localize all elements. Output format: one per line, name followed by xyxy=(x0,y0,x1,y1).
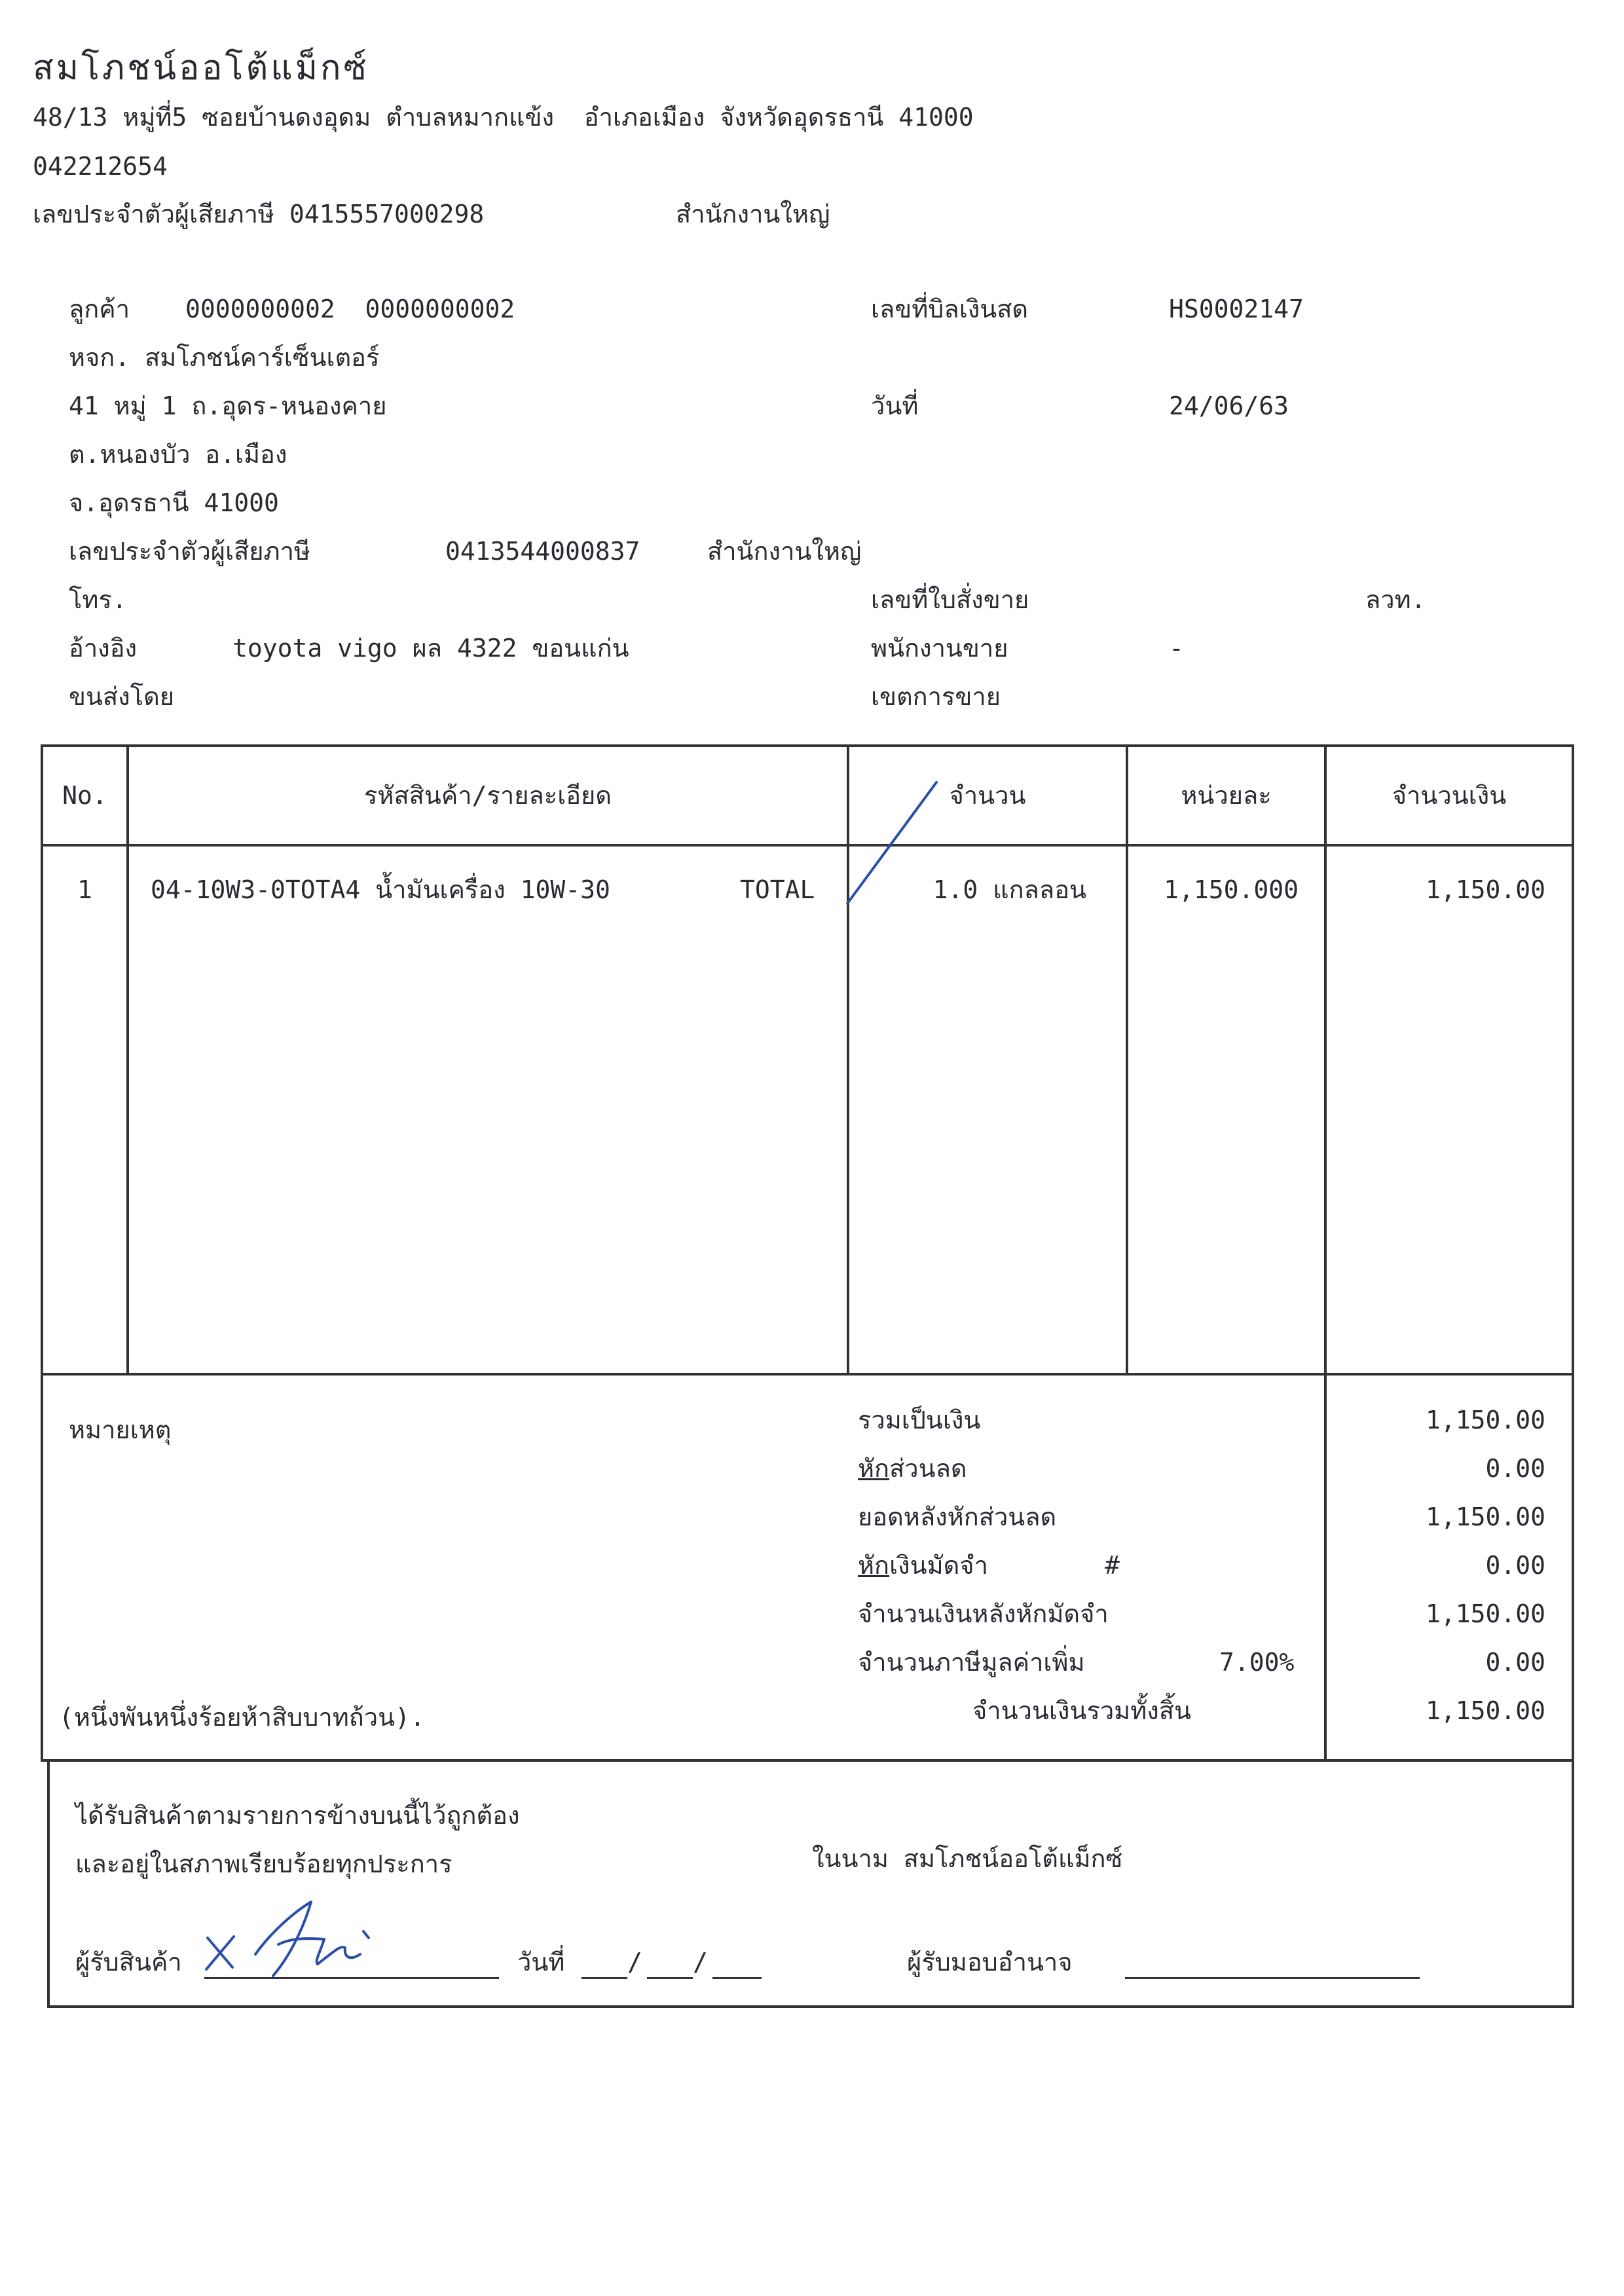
date-separator: / xyxy=(693,1948,708,1977)
shipping-label: ขนส่งโดย xyxy=(69,682,175,711)
reference-label: อ้างอิง xyxy=(69,634,138,663)
receiver-label: ผู้รับสินค้า xyxy=(75,1948,182,1977)
seller-tax-id: เลขประจำตัวผู้เสียภาษี 0415557000298 xyxy=(33,200,485,228)
receive-date-label: วันที่ xyxy=(517,1948,565,1977)
authorized-signature-line xyxy=(1125,1977,1420,1979)
row-amount: 1,150.00 xyxy=(1425,875,1545,904)
after-discount-label: ยอดหลังหักส่วนลด xyxy=(858,1503,1057,1531)
row-quantity: 1.0 แกลลอน xyxy=(932,875,1086,904)
customer-tax-label: เลขประจำตัวผู้เสียภาษี xyxy=(69,537,310,566)
deposit-hash: # xyxy=(1105,1551,1120,1580)
customer-address-1: 41 หมู่ 1 ถ.อุดร-หนองคาย xyxy=(69,392,387,420)
row-brand: TOTAL xyxy=(740,875,815,904)
receive-date-day xyxy=(581,1977,627,1979)
grand-total-label: จำนวนเงินรวมทั้งสิ้น xyxy=(972,1696,1191,1725)
row-unit-price: 1,150.000 xyxy=(1164,875,1299,904)
customer-tax-id: 0413544000837 xyxy=(445,537,640,566)
pen-check-mark xyxy=(845,776,950,907)
customer-label: ลูกค้า xyxy=(69,295,130,323)
bill-number: HS0002147 xyxy=(1169,295,1304,323)
header-quantity: จำนวน xyxy=(949,781,1026,810)
row-description: 04-10W3-0TOTA4 น้ำมันเครื่อง 10W-30 xyxy=(151,875,610,904)
sales-area-label: เขตการขาย xyxy=(871,682,1001,711)
authorized-label: ผู้รับมอบอำนาจ xyxy=(907,1948,1073,1977)
grand-total-value: 1,150.00 xyxy=(1425,1696,1545,1725)
sales-order-label: เลขที่ใบสั่งขาย xyxy=(871,585,1029,614)
document-date: 24/06/63 xyxy=(1169,392,1289,420)
header-unit-price: หน่วยละ xyxy=(1181,781,1272,810)
after-discount-value: 1,150.00 xyxy=(1425,1503,1545,1531)
customer-address-3: จ.อุดรธานี 41000 xyxy=(69,488,279,517)
on-behalf-of: ในนาม สมโภชน์ออโต้แม็กซ์ xyxy=(812,1844,1123,1873)
row-no: 1 xyxy=(77,875,92,904)
customer-branch: สำนักงานใหญ่ xyxy=(707,537,862,566)
seller-phone: 042212654 xyxy=(33,152,168,181)
discount-value: 0.00 xyxy=(1485,1454,1545,1483)
header-amount: จำนวนเงิน xyxy=(1392,781,1507,810)
deposit-label: หักเงินมัดจำ xyxy=(858,1551,988,1580)
seller-address: 48/13 หมู่ที่5 ซอยบ้านดงอุดม ตำบลหมากแข้ง อำเภอเมือง จังหวัดอุดรธานี 41000 xyxy=(33,103,974,132)
vat-label: จำนวนภาษีมูลค่าเพิ่ม xyxy=(858,1648,1085,1677)
table-header-divider xyxy=(41,844,1574,847)
total-value: 1,150.00 xyxy=(1425,1406,1545,1434)
salesperson-value: - xyxy=(1169,634,1184,663)
amount-in-words: (หนึ่งพันหนึ่งร้อยห้าสิบบาทถ้วน). xyxy=(59,1703,425,1732)
customer-name: หจก. สมโภชน์คาร์เซ็นเตอร์ xyxy=(69,343,380,372)
received-line-2: และอยู่ในสภาพเรียบร้อยทุกประการ xyxy=(75,1850,452,1878)
date-separator: / xyxy=(627,1948,642,1977)
customer-codes: 0000000002 0000000002 xyxy=(185,295,515,323)
customer-address-2: ต.หนองบัว อ.เมือง xyxy=(69,440,287,469)
customer-phone-label: โทร. xyxy=(69,585,127,614)
remark-label: หมายเหตุ xyxy=(69,1415,172,1444)
receiver-signature xyxy=(200,1892,396,1984)
after-deposit-label: จำนวนเงินหลังหักมัดจำ xyxy=(858,1599,1109,1628)
discount-label: หักส่วนลด xyxy=(858,1454,967,1483)
after-deposit-value: 1,150.00 xyxy=(1425,1599,1545,1628)
sales-order-suffix: ลวท. xyxy=(1365,585,1426,614)
date-label: วันที่ xyxy=(871,392,919,420)
deposit-value: 0.00 xyxy=(1485,1551,1545,1580)
seller-name: สมโภชน์ออโต้แม็กซ์ xyxy=(33,48,369,88)
items-table xyxy=(41,744,1574,1376)
total-label: รวมเป็นเงิน xyxy=(858,1406,981,1434)
vat-value: 0.00 xyxy=(1485,1648,1545,1677)
header-no: No. xyxy=(62,781,107,810)
salesperson-label: พนักงานขาย xyxy=(871,634,1008,663)
header-description: รหัสสินค้า/รายละเอียด xyxy=(364,781,612,810)
reference-value: toyota vigo ผล 4322 ขอนแก่น xyxy=(232,634,629,663)
receive-date-year xyxy=(712,1977,762,1979)
bill-number-label: เลขที่บิลเงินสด xyxy=(871,295,1029,323)
seller-branch: สำนักงานใหญ่ xyxy=(676,200,830,228)
receive-date-month xyxy=(647,1977,693,1979)
vat-rate: 7.00% xyxy=(1219,1648,1295,1677)
received-line-1: ได้รับสินค้าตามรายการข้างบนนี้ไว้ถูกต้อง xyxy=(75,1801,520,1830)
